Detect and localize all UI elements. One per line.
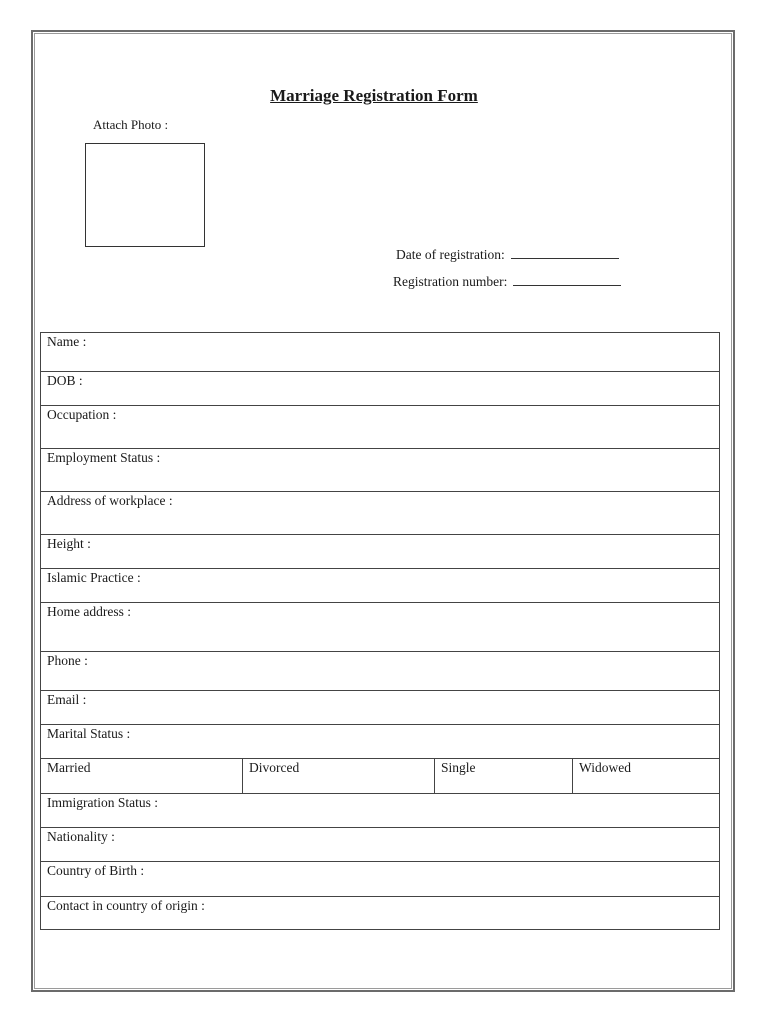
marital-option-single[interactable]: Single	[435, 759, 573, 794]
registration-table	[40, 332, 720, 930]
registration-number-field[interactable]	[513, 275, 621, 286]
contact-in-country-of-origin-field[interactable]: Contact in country of origin :	[41, 897, 720, 930]
nationality-field[interactable]: Nationality :	[41, 828, 720, 862]
email-field[interactable]: Email :	[41, 691, 720, 725]
marital-option-married[interactable]: Married	[41, 759, 243, 794]
immigration-status-field[interactable]: Immigration Status :	[41, 794, 720, 828]
occupation-field[interactable]: Occupation :	[41, 406, 720, 449]
registration-number-row	[393, 274, 621, 290]
marital-option-divorced[interactable]: Divorced	[243, 759, 435, 794]
islamic-practice-field[interactable]: Islamic Practice :	[41, 569, 720, 603]
photo-label: Attach Photo :	[93, 117, 169, 132]
dob-field[interactable]: DOB :	[41, 372, 720, 406]
form-title: Marriage Registration Form	[270, 86, 478, 105]
date-of-registration-label: Date of registration:	[396, 247, 505, 262]
photo-box[interactable]	[85, 143, 205, 247]
name-field[interactable]: Name :	[41, 333, 720, 372]
address-of-workplace-field[interactable]: Address of workplace :	[41, 492, 720, 535]
phone-field[interactable]: Phone :	[41, 652, 720, 691]
height-field[interactable]: Height :	[41, 535, 720, 569]
registration-number-label: Registration number:	[393, 274, 508, 289]
date-of-registration-row	[396, 247, 619, 263]
marital-option-widowed[interactable]: Widowed	[573, 759, 720, 794]
country-of-birth-field[interactable]: Country of Birth :	[41, 862, 720, 897]
employment-status-field[interactable]: Employment Status :	[41, 449, 720, 492]
marital-status-field: Marital Status :	[41, 725, 720, 759]
home-address-field[interactable]: Home address :	[41, 603, 720, 652]
date-of-registration-field[interactable]	[511, 248, 619, 259]
